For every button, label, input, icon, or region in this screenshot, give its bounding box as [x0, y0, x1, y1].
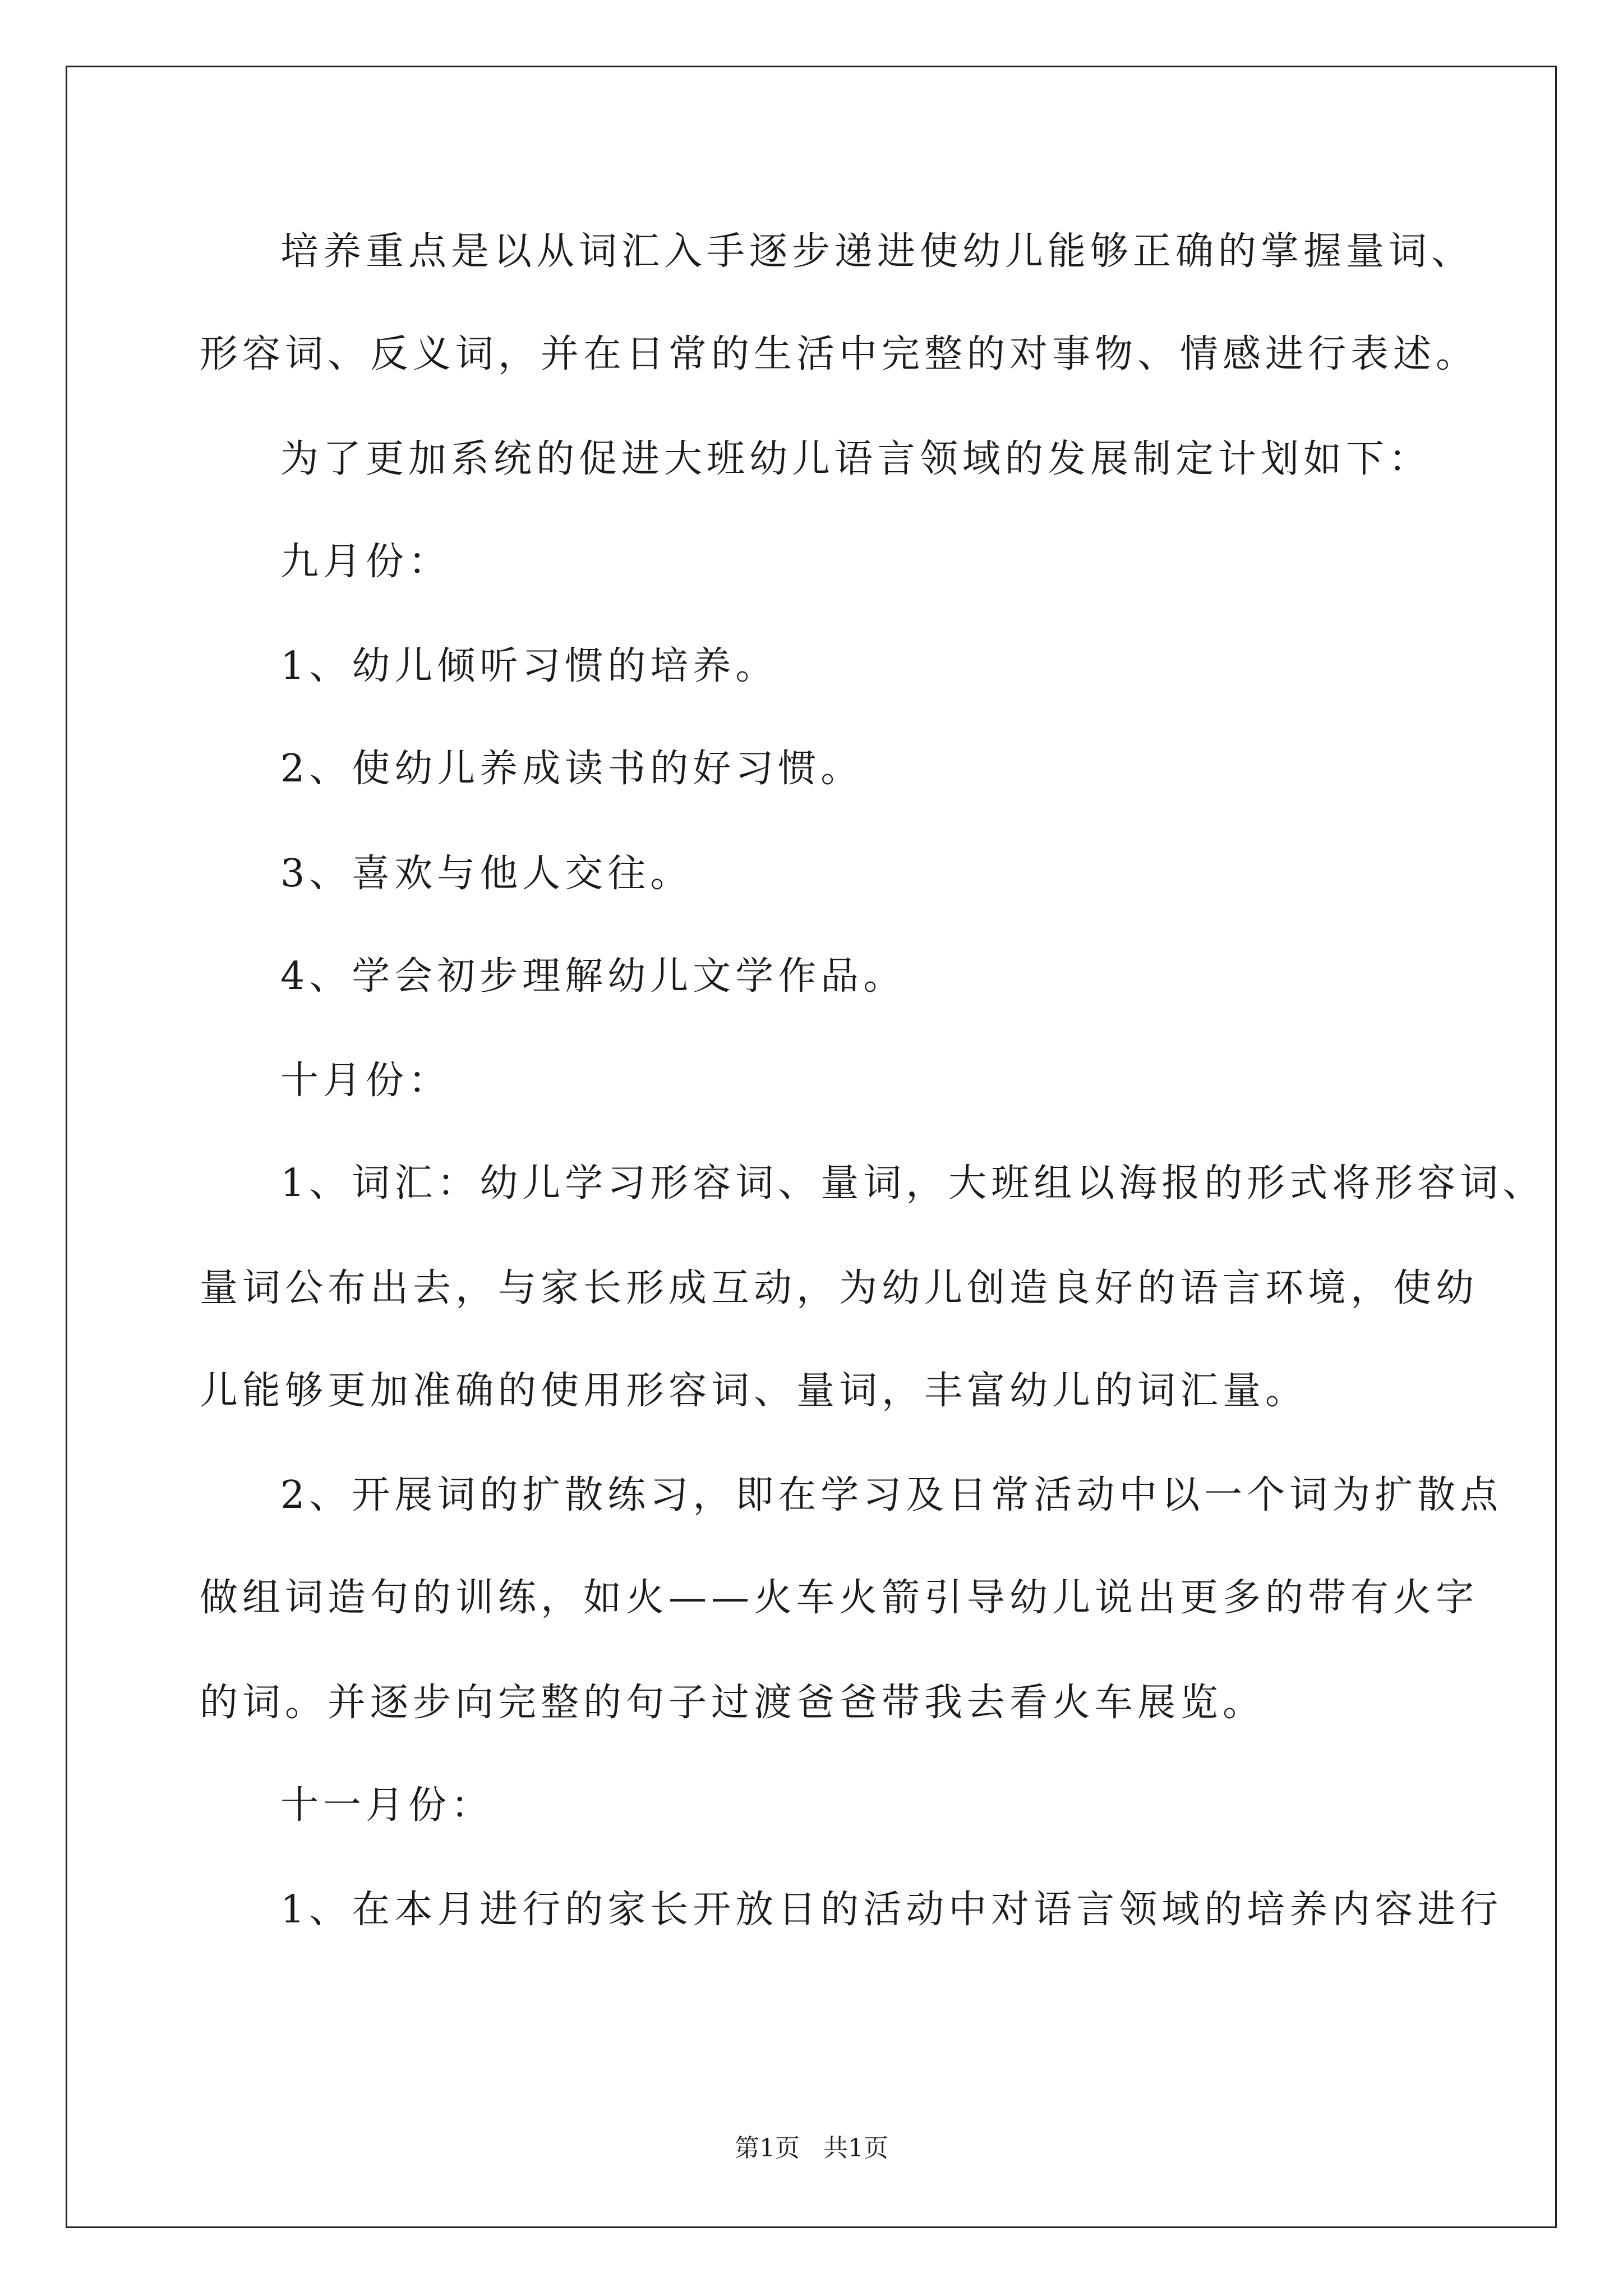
list-item-nov-1-line-1: 1、在本月进行的家长开放日的活动中对语言领域的培养内容进行 — [280, 1888, 1503, 1932]
list-item-oct-2-line-3: 的词。并逐步向完整的句子过渡爸爸带我去看火车展览。 — [200, 1681, 1266, 1725]
list-item-sep-3: 3、喜欢与他人交往。 — [280, 852, 693, 896]
heading-november: 十一月份： — [280, 1783, 494, 1828]
list-item-oct-1-line-3: 儿能够更加准确的使用形容词、量词，丰富幼儿的词汇量。 — [200, 1369, 1308, 1413]
list-item-oct-1-line-1: 1、词汇：幼儿学习形容词、量词，大班组以海报的形式将形容词、 — [280, 1161, 1546, 1205]
list-item-oct-1-line-2: 量词公布出去，与家长形成互动，为幼儿创造良好的语言环境，使幼 — [200, 1266, 1479, 1310]
list-item-sep-4: 4、学会初步理解幼儿文学作品。 — [280, 954, 906, 999]
page-number-footer: 第1页 共1页 — [735, 2134, 888, 2162]
list-item-sep-1: 1、幼儿倾听习惯的培养。 — [280, 644, 778, 688]
paragraph-1-line-1: 培养重点是以从词汇入手逐步递进使幼儿能够正确的掌握量词、 — [280, 229, 1474, 274]
list-item-oct-2-line-1: 2、开展词的扩散练习，即在学习及日常活动中以一个词为扩散点 — [280, 1473, 1503, 1517]
paragraph-1-line-2: 形容词、反义词，并在日常的生活中完整的对事物、情感进行表述。 — [200, 332, 1479, 376]
paragraph-2: 为了更加系统的促进大班幼儿语言领域的发展制定计划如下： — [280, 437, 1432, 481]
heading-october: 十月份： — [280, 1059, 451, 1103]
list-item-oct-2-line-2: 做组词造句的训练，如火——火车火箭引导幼儿说出更多的带有火字 — [200, 1576, 1479, 1620]
list-item-sep-2: 2、使幼儿养成读书的好习惯。 — [280, 747, 864, 791]
heading-september: 九月份： — [280, 540, 451, 584]
